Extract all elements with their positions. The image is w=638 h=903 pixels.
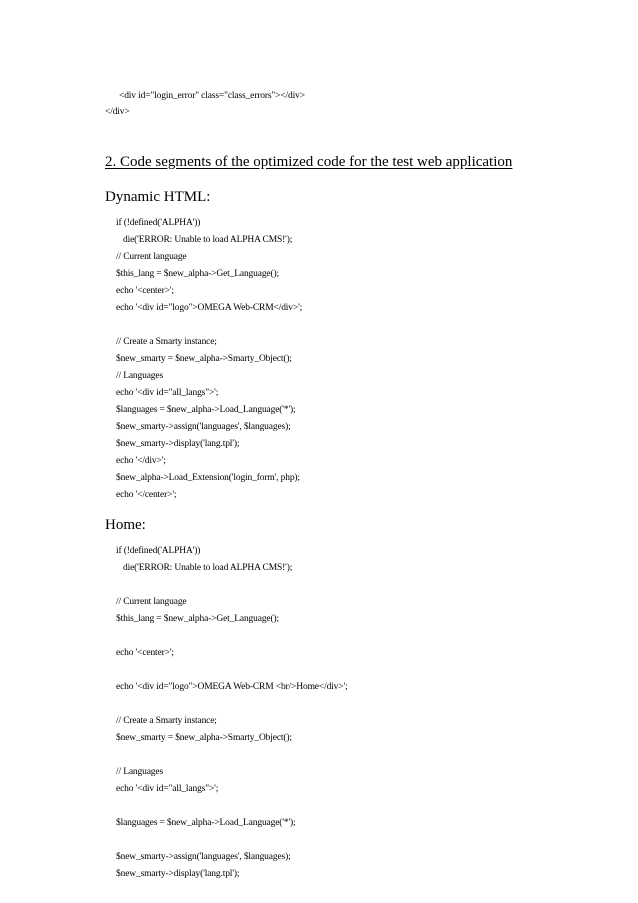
code-line: if (!defined('ALPHA')) (116, 218, 201, 228)
code-comment: // Languages (116, 767, 164, 777)
code-line: echo '<center>'; (116, 648, 174, 658)
code-line: $this_lang = $new_alpha->Get_Language(); (116, 269, 279, 279)
code-comment: // Current language (116, 597, 187, 607)
code-line: echo '<div id="logo">OMEGA Web-CRM <br/>Home</div>'; (116, 682, 348, 692)
code-line: $this_lang = $new_alpha->Get_Language(); (116, 614, 279, 624)
code-line: die('ERROR: Unable to load ALPHA CMS!'); (123, 235, 293, 245)
code-comment: // Create a Smarty instance; (116, 716, 217, 726)
code-line: $new_smarty->display('lang.tpl'); (116, 869, 240, 879)
code-line: $languages = $new_alpha->Load_Language('*'); (116, 405, 296, 415)
code-line: $new_smarty->assign('languages', $languages); (116, 422, 291, 432)
code-line: echo '<div id="all_langs">'; (116, 388, 219, 398)
code-line: echo '</div>'; (116, 456, 166, 466)
code-line: die('ERROR: Unable to load ALPHA CMS!'); (123, 563, 293, 573)
code-line: $new_smarty->assign('languages', $languages); (116, 852, 291, 862)
code-comment: // Current language (116, 252, 187, 262)
code-line: </div> (105, 107, 130, 117)
code-line: $languages = $new_alpha->Load_Language('*'); (116, 818, 296, 828)
code-line: $new_smarty = $new_alpha->Smarty_Object(); (116, 733, 292, 743)
code-line: <div id="login_error" class="class_errors"></div> (119, 91, 305, 101)
code-line: $new_smarty = $new_alpha->Smarty_Object(); (116, 354, 292, 364)
code-comment: // Create a Smarty instance; (116, 337, 217, 347)
code-line: echo '<div id="all_langs">'; (116, 784, 219, 794)
code-line: if (!defined('ALPHA')) (116, 546, 201, 556)
code-comment: // Languages (116, 371, 164, 381)
section-heading: 2. Code segments of the optimized code for the test web application (105, 154, 513, 170)
code-line: $new_smarty->display('lang.tpl'); (116, 439, 240, 449)
code-line: echo '</center>'; (116, 490, 177, 500)
code-line: echo '<div id="logo">OMEGA Web-CRM</div>'; (116, 303, 303, 313)
code-line: echo '<center>'; (116, 286, 174, 296)
home-title: Home: (105, 517, 146, 533)
dynamic-html-title: Dynamic HTML: (105, 189, 211, 205)
code-line: $new_alpha->Load_Extension('login_form', php); (116, 473, 300, 483)
